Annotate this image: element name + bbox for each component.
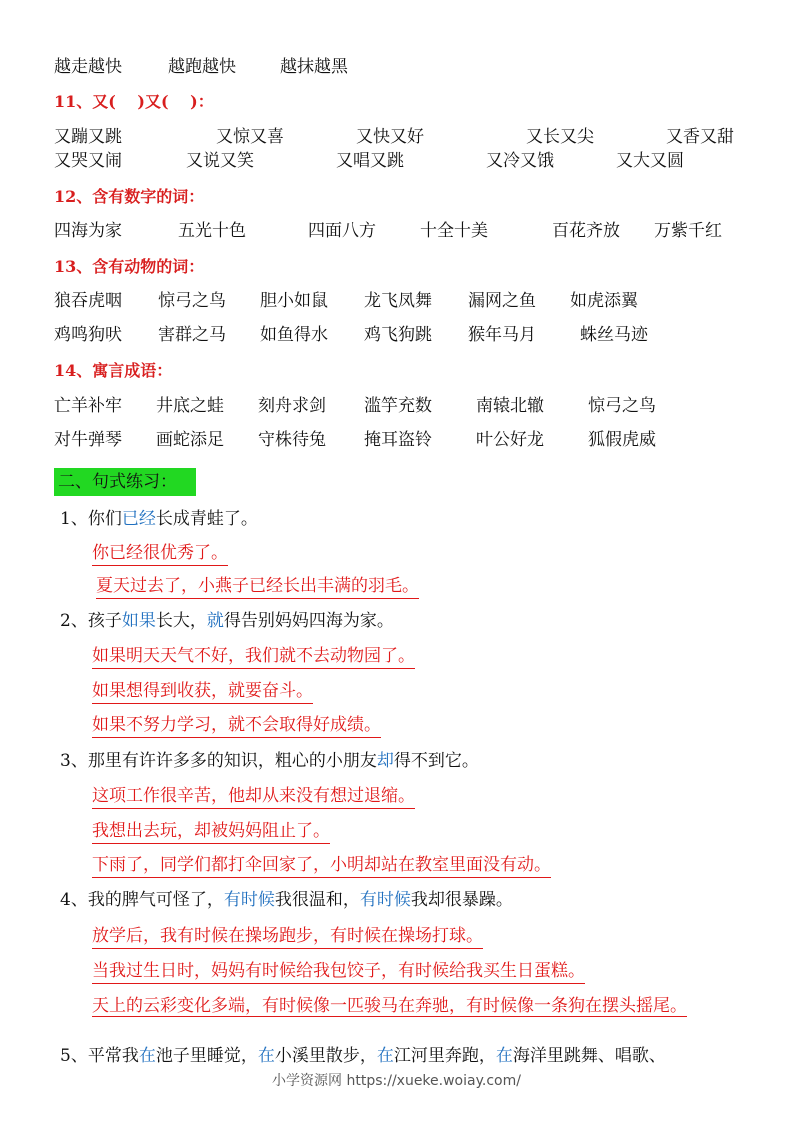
word: 井底之蛙 — [156, 396, 224, 416]
word: 鸡鸣狗吠 — [54, 325, 122, 345]
question-4 — [60, 889, 513, 911]
keyword: 在 — [495, 1046, 513, 1066]
word: 四海为家 — [54, 221, 122, 241]
word: 又蹦又跳 — [54, 127, 122, 147]
question-1 — [60, 508, 258, 530]
answer: 你已经很优秀了。 — [92, 542, 228, 566]
answer: 这项工作很辛苦，他却从来没有想过退缩。 — [92, 785, 415, 809]
word: 蛛丝马迹 — [580, 325, 648, 345]
word: 对牛弹琴 — [54, 430, 122, 450]
word: 龙飞凤舞 — [364, 291, 432, 311]
word: 狐假虎威 — [588, 430, 656, 450]
word: 惊弓之鸟 — [158, 291, 226, 311]
answer: 如果不努力学习，就不会取得好成绩。 — [92, 714, 381, 738]
answer: 下雨了，同学们都打伞回家了，小明却站在教室里面没有动。 — [92, 854, 551, 878]
answer: 如果想得到收获，就要奋斗。 — [92, 680, 313, 704]
keyword: 却 — [376, 751, 394, 771]
word: 又快又好 — [356, 127, 424, 147]
question-text: 我却很暴躁。 — [410, 890, 513, 910]
question-text: 长大， — [155, 611, 207, 631]
keyword: 在 — [138, 1046, 156, 1066]
question-3 — [60, 750, 479, 772]
question-text: 池子里睡觉， — [155, 1046, 258, 1066]
word: 越走越快 — [54, 57, 122, 77]
word: 四面八方 — [308, 221, 376, 241]
word: 惊弓之鸟 — [588, 396, 656, 416]
question-text: 1、你们 — [60, 509, 122, 529]
word: 狼吞虎咽 — [54, 291, 122, 311]
word: 叶公好龙 — [476, 430, 544, 450]
keyword: 在 — [257, 1046, 275, 1066]
word-row — [0, 290, 793, 320]
word-row — [0, 395, 793, 425]
question-text: 小溪里散步， — [274, 1046, 377, 1066]
word: 南辕北辙 — [476, 396, 544, 416]
question-text: 5、平常我 — [60, 1046, 139, 1066]
word-row — [0, 150, 793, 180]
word: 又香又甜 — [666, 127, 734, 147]
answer-text: 天上的云彩变化多端，有时候像一匹骏马在奔驰，有时候像一条狗在摆头摇尾。 — [92, 996, 687, 1016]
word-row — [0, 56, 793, 86]
word-row — [0, 324, 793, 354]
question-2 — [60, 610, 394, 632]
word: 又哭又闹 — [54, 151, 122, 171]
word-row — [0, 429, 793, 459]
word: 五光十色 — [178, 221, 246, 241]
keyword: 在 — [376, 1046, 394, 1066]
question-text: 海洋里跳舞、唱歌、 — [512, 1046, 666, 1066]
word: 害群之马 — [158, 325, 226, 345]
word: 刻舟求剑 — [258, 396, 326, 416]
keyword: 有时候 — [359, 890, 411, 910]
word: 如虎添翼 — [570, 291, 638, 311]
word: 亡羊补牢 — [54, 396, 122, 416]
heading-12: 12、含有数字的词： — [54, 187, 205, 206]
word: 又长又尖 — [526, 127, 594, 147]
answer: 当我过生日时，妈妈有时候给我包饺子，有时候给我买生日蛋糕。 — [92, 960, 585, 984]
word: 漏网之鱼 — [468, 291, 536, 311]
word: 画蛇添足 — [156, 430, 224, 450]
word-row — [0, 220, 793, 250]
section-title: 二、句式练习： — [54, 468, 196, 496]
heading-13: 13、含有动物的词： — [54, 257, 205, 276]
word: 又冷又饿 — [486, 151, 554, 171]
answer — [92, 995, 742, 1017]
word: 万紫千红 — [654, 221, 722, 241]
question-text: 2、孩子 — [60, 611, 122, 631]
question-text: 4、我的脾气可怪了， — [60, 890, 224, 910]
word: 滥竽充数 — [364, 396, 432, 416]
answer: 我想出去玩，却被妈妈阻止了。 — [92, 820, 330, 844]
question-5 — [60, 1045, 666, 1067]
footer-watermark: 小学资源网 https://xueke.woiay.com/ — [272, 1073, 521, 1089]
word: 百花齐放 — [552, 221, 620, 241]
answer: 夏天过去了，小燕子已经长出丰满的羽毛。 — [96, 575, 419, 599]
word: 鸡飞狗跳 — [364, 325, 432, 345]
keyword: 已经 — [121, 509, 156, 529]
word: 如鱼得水 — [260, 325, 328, 345]
word: 掩耳盗铃 — [364, 430, 432, 450]
keyword: 就 — [206, 611, 224, 631]
word: 越抹越黑 — [280, 57, 348, 77]
question-text: 我很温和， — [274, 890, 360, 910]
question-text: 得不到它。 — [393, 751, 479, 771]
word: 守株待兔 — [258, 430, 326, 450]
question-text: 3、那里有许许多多的知识，粗心的小朋友 — [60, 751, 377, 771]
word: 胆小如鼠 — [260, 291, 328, 311]
word: 又大又圆 — [616, 151, 684, 171]
answer: 如果明天天气不好，我们就不去动物园了。 — [92, 645, 415, 669]
word: 越跑越快 — [168, 57, 236, 77]
keyword: 如果 — [121, 611, 156, 631]
question-text: 江河里奔跑， — [393, 1046, 496, 1066]
heading-11: 11、又( )又( )： — [54, 92, 214, 111]
heading-14: 14、寓言成语： — [54, 361, 173, 380]
word: 又说又笑 — [186, 151, 254, 171]
keyword: 有时候 — [223, 890, 275, 910]
answer: 放学后，我有时候在操场跑步，有时候在操场打球。 — [92, 925, 483, 949]
question-text: 得告别妈妈四海为家。 — [223, 611, 394, 631]
word: 又惊又喜 — [216, 127, 284, 147]
question-text: 长成青蛙了。 — [155, 509, 258, 529]
word: 猴年马月 — [468, 325, 536, 345]
word: 十全十美 — [420, 221, 488, 241]
word: 又唱又跳 — [336, 151, 404, 171]
